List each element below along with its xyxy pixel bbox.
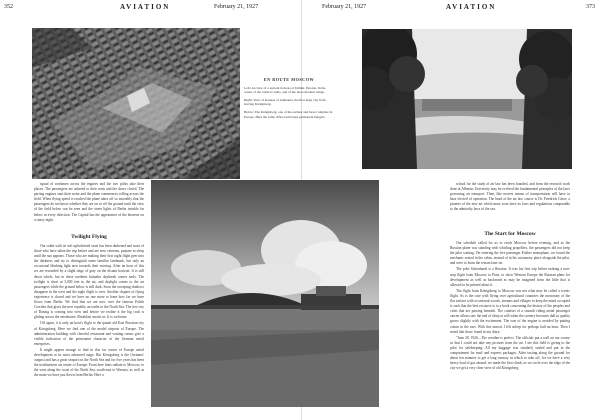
body-paragraph: Our cabin with its soft upholstered seats has been darkened and most of those who have taken the trip before and are now veterans, prepare to sleep until the sun appears. Those who are making their first night flight peer into the darkness and try to distinguish some familiar landmark, but only an occasional blinking light now towards their moving. After an hour of this we are rewarded by a slight tinge of gray on the distant horizon. It is still dawn which, but in these northern latitudes daybreak comes early. The twilight is short at 3,000 feet in the air, and daylight comes to the air passengers while the ground below is still dark. Soon the sweeping shadows disappear in the west and the night flight is over. Another chapter of flying experience is closed and we have no one more to learn how far we have flown from Berlin. We find that we are now over the famous Polish Corridor that gives the new republic an outlet to the North Sea. The free city of Danzig is coming into view and before we realize it the big craft is gliding across the aerodrome. Breakfast awaits us. It is welcome. <box>34 244 144 320</box>
body-paragraph: Our schedule called for us to reach Moscow before evening, and as the Russian plane was standing with whirling propellers, the passengers did not keep the pilot waiting. On entering the five passenger Fokker monoplane, we found the mechanic seated in the cabin, instead of in his customary place alongside the pilot, and were to learn the reason later on. <box>450 241 570 266</box>
right-page-date: February 21, 1927 <box>322 4 367 10</box>
left-journal-title: AVIATION <box>120 3 171 11</box>
heading-twilight-flying: Twilight Flying <box>71 234 107 240</box>
body-paragraph: school for the study of air law has been founded, and from the research work done at Albertus University may be evolved the fundamental principles of the laws governing air transport. Then, like newest means of transportation will have to base elected of operation. The head of the air law course is Dr. Friedrich Giese, a pioneer of the new art which must soon have its laws and regulations comparable to the admiralty laws of the sea. <box>450 182 570 212</box>
right-column-body <box>450 241 570 414</box>
caption-left: Left: An view of a ancient fortress at Tallinn, Estonia. In the center of the castle is walls, and of the more modern wings. <box>244 85 326 95</box>
photo-captions <box>244 78 334 122</box>
left-page-date: February 21, 1927 <box>214 4 259 10</box>
body-paragraph: Off again, it is only an hour's flight to the quaint old East Prussian city of Königsberg. Here we find one of the model airports of Europe. The administration building with cheerful restaurant and waiting rooms give a visible indication of the permanent character of the German aerial enterprises. <box>34 321 144 346</box>
photo-kaunas <box>362 29 572 169</box>
right-journal-title: AVIATION <box>446 3 497 11</box>
left-column-body <box>34 244 144 414</box>
airport-image <box>151 180 379 407</box>
right-page-number: 373 <box>586 4 595 10</box>
body-paragraph: "June 28, 1926—The weather is perfect. The officials put a wall on our course so that I could not take any pictures from the air. I see this field is giving to the pilot for safekeeping. All my baggage was similarly sealed and put in the compartment for mail and express packages. After taxiing along the ground for about ten minutes to get a long runway in which to take off, for we have a very heavy load of gas aboard, we made the first climb, as we circle over the edge of the city we get a very clear view of old Königsberg <box>450 335 570 371</box>
fortress-aerial-image <box>32 28 240 179</box>
kaunas-image <box>362 29 572 169</box>
caption-right: Right: View of Kaunas of Lithuania, the first large city from leaving Königsberg. <box>244 97 326 107</box>
photo-fortress-aerial <box>32 28 240 179</box>
intro-paragraph: squad of workmen across the engines and the two pilots take their places. The passengers are ushered to their seats and the doors closed. The parting engines start their noise and the plane commences rolling across the field. When flying speed is reached the plane takes off so smoothly that the passengers do not know whether they are on or off the ground until the view of the field below can be seen and the street lights of Berlin twinkle far below in every direction. The Capital has the appearance of the heavens on a starry night. <box>34 182 144 222</box>
caption-below: Below: The Königsberg, one of the earliest and most complete in Europe. Here the same office built large permanent hangars. <box>244 109 333 119</box>
left-column-intro <box>34 182 144 232</box>
body-paragraph: The pilot Schönhardt is a Russian. It was his first trip before making a non-stop flight from Moscow to Paris, to show Western Europe the Russian plans for development as well as backward as may be imagined from the little that is allowed to be printed about it. <box>450 267 570 287</box>
body-paragraph: The flight from Königsberg to Moscow was not what may be called a scenic flight. As is the case with flying over agricultural countries the monotony of the flat surface with occasional woods, streams and villages to keep the mind occupied is such that the best recourse is to a book concerning the history of the peoples and cities that are passing beneath. The comfort of a smooth riding aerial passenger carrier allows one the end of sleep at will when the scenery becomes dull in quality grows slightly with the excitement. The roar of the engine is avoided by putting cotton in the ears. With this utmost I felt asleep for perhaps half an hour. Then I noted that those found in my diary: <box>450 288 570 334</box>
left-page-number: 352 <box>4 4 13 10</box>
heading-start-for-moscow: The Start for Moscow <box>484 231 536 237</box>
body-paragraph: It might appear strange to find in this far corner of Europe aerial development at its most advanced stage. But Königsberg is the Germans' outpost and has a great seaport on the North Sea and for five years has been the northeastern air center of Europe. From here lines radiate to Moscow, to the west along the coast of the North Sea; south-east to Warsaw, as well as the main we have just flown from Berlin. Here a <box>34 347 144 378</box>
photo-konigsberg-airport <box>151 180 379 407</box>
caption-title: EN ROUTE MOSCOW <box>263 77 315 82</box>
right-column-intro <box>450 182 570 230</box>
